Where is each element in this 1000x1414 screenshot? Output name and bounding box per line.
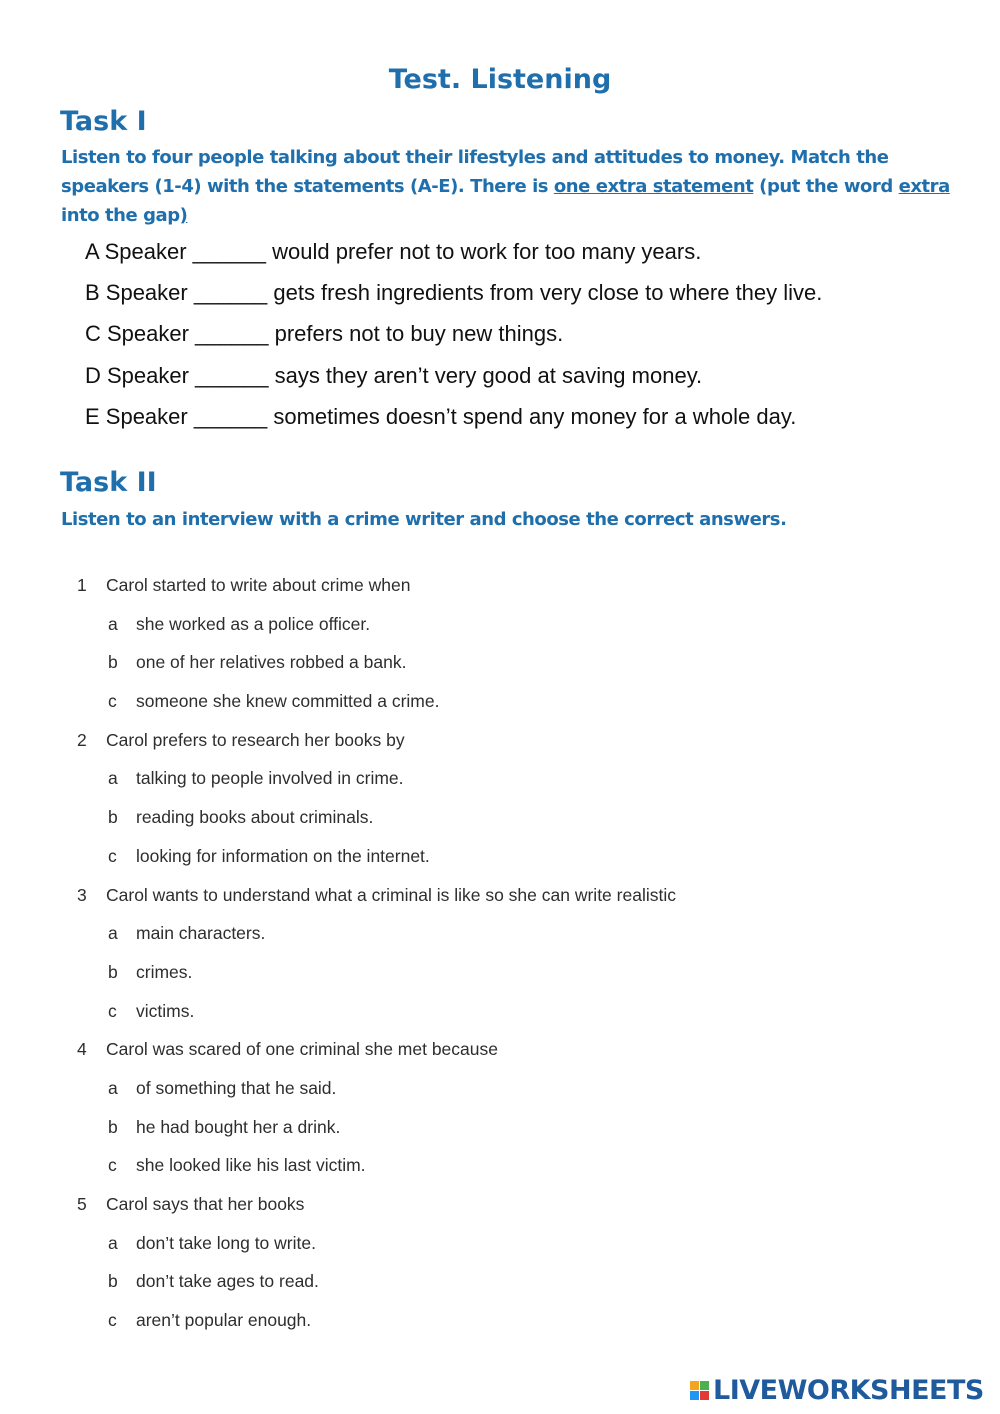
task1-instr-part1: Listen to four people talking about their lifestyles and attitudes to money. Match the speakers (1-4) with the statements (A-E). There is [61, 147, 889, 197]
question-text: Carol says that her books [106, 1194, 305, 1214]
option-text: she looked like his last victim. [136, 1155, 366, 1176]
statement-item: C Speaker ______ prefers not to buy new things. [85, 321, 564, 347]
task1-instr-underline1: one extra statement [553, 176, 754, 197]
task1-instructions [61, 143, 951, 230]
option-letter: c [108, 1155, 117, 1176]
logo-mark-square [690, 1391, 699, 1400]
option-text: talking to people involved in crime. [136, 768, 404, 789]
task1-instr-part2: (put the word [753, 176, 899, 197]
logo-mark-square [700, 1391, 709, 1400]
option-letter: a [108, 1232, 118, 1253]
option-text: victims. [136, 1000, 195, 1021]
question-text: Carol prefers to research her books by [106, 729, 405, 750]
option-text: main characters. [136, 923, 266, 944]
option-letter: a [108, 613, 118, 634]
option-letter: a [108, 923, 118, 944]
page-title: Test. Listening [388, 64, 612, 95]
question-number: 5 [77, 1194, 87, 1214]
option-letter: c [108, 1310, 117, 1331]
task1-instr-underline3: ) [179, 205, 188, 226]
logo-mark-square [700, 1381, 709, 1390]
option-letter: b [108, 1116, 118, 1137]
option-text: aren’t popular enough. [136, 1310, 312, 1331]
option-text: don’t take ages to read. [136, 1271, 319, 1292]
question-number: 2 [77, 729, 87, 750]
question-text: Carol wants to understand what a criminal is like so she can write realistic [106, 884, 676, 905]
option-letter: b [108, 961, 118, 982]
statement-item: E Speaker ______ sometimes doesn’t spend any money for a whole day. [85, 403, 797, 429]
statement-item: B Speaker ______ gets fresh ingredients from very close to where they live. [85, 280, 823, 306]
question-number: 4 [77, 1039, 87, 1060]
option-text: she worked as a police officer. [136, 613, 371, 634]
option-text: he had bought her a drink. [136, 1116, 341, 1137]
logo-mark-icon [690, 1381, 709, 1400]
question-number: 3 [77, 884, 87, 905]
option-letter: a [108, 768, 118, 789]
option-letter: c [108, 691, 117, 712]
option-letter: c [108, 845, 117, 866]
option-letter: b [108, 652, 118, 673]
task1-instr-underline2: extra [898, 176, 950, 197]
option-letter: b [108, 1271, 118, 1292]
option-text: one of her relatives robbed a bank. [136, 652, 407, 673]
logo-text: LIVEWORKSHEETS [713, 1374, 984, 1406]
option-text: crimes. [136, 961, 193, 982]
statement-item: A Speaker ______ would prefer not to work for too many years. [85, 239, 702, 264]
option-text: looking for information on the internet. [136, 845, 430, 866]
option-text: of something that he said. [136, 1077, 337, 1098]
liveworksheets-logo [690, 1372, 984, 1408]
option-text: someone she knew committed a crime. [136, 691, 440, 712]
task2-instructions: Listen to an interview with a crime writer and choose the correct answers. [61, 509, 787, 530]
option-text: don’t take long to write. [136, 1232, 316, 1253]
option-text: reading books about criminals. [136, 807, 374, 828]
question-text: Carol started to write about crime when [106, 575, 411, 595]
option-letter: b [108, 807, 118, 828]
question-number: 1 [77, 575, 87, 595]
option-letter: c [108, 1000, 117, 1021]
logo-mark-square [690, 1381, 699, 1390]
option-letter: a [108, 1077, 118, 1098]
task1-instr-part3: into the gap [61, 205, 180, 226]
statement-item: D Speaker ______ says they aren’t very good at saving money. [85, 362, 703, 388]
task1-heading: Task I [60, 106, 147, 137]
statement-list [85, 238, 822, 444]
task2-heading: Task II [60, 467, 157, 498]
question-text: Carol was scared of one criminal she met because [106, 1039, 498, 1060]
